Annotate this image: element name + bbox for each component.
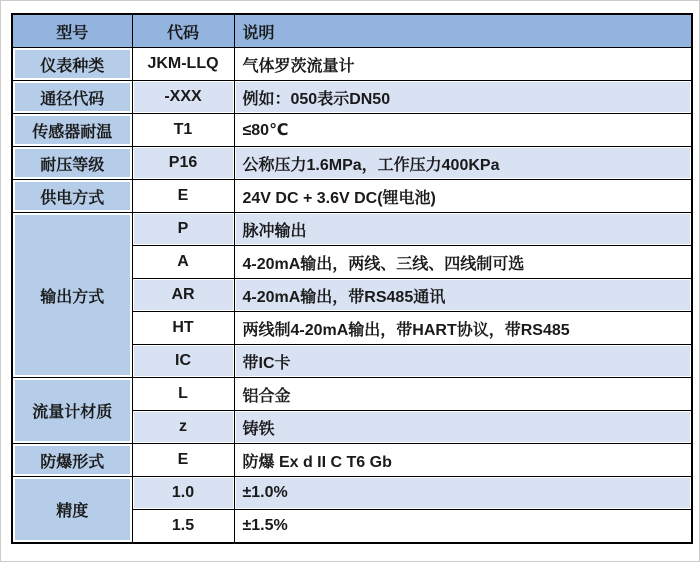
code-cell: P	[132, 213, 234, 246]
row-label-cell: 输出方式	[12, 213, 132, 378]
row-label-cell: 精度	[12, 477, 132, 544]
table-row	[12, 378, 692, 411]
row-label-cell: 仪表种类	[12, 48, 132, 81]
table-row	[12, 477, 692, 510]
code-cell: T1	[132, 114, 234, 147]
code-cell: E	[132, 444, 234, 477]
description-cell: 4-20mA输出，两线、三线、四线制可选	[234, 246, 692, 279]
header-row	[12, 14, 692, 48]
code-cell: 1.0	[132, 477, 234, 510]
table-row	[12, 114, 692, 147]
description-cell: 铸铁	[234, 411, 692, 444]
code-cell: E	[132, 180, 234, 213]
table-row	[12, 180, 692, 213]
description-cell: 两线制4-20mA输出，带HART协议，带RS485	[234, 312, 692, 345]
code-cell: P16	[132, 147, 234, 180]
table-row	[12, 213, 692, 246]
description-cell: 脉冲输出	[234, 213, 692, 246]
code-cell: -XXX	[132, 81, 234, 114]
table-row	[12, 147, 692, 180]
spec-table-body	[12, 48, 692, 544]
description-cell: 24V DC + 3.6V DC(锂电池)	[234, 180, 692, 213]
table-row	[12, 48, 692, 81]
row-label-cell: 供电方式	[12, 180, 132, 213]
code-cell: A	[132, 246, 234, 279]
description-cell: 例如：050表示DN50	[234, 81, 692, 114]
table-row	[12, 444, 692, 477]
row-label-cell: 通径代码	[12, 81, 132, 114]
code-cell: JKM-LLQ	[132, 48, 234, 81]
description-cell: 铝合金	[234, 378, 692, 411]
code-cell: 1.5	[132, 510, 234, 544]
description-cell: ±1.0%	[234, 477, 692, 510]
code-cell: z	[132, 411, 234, 444]
row-label-cell: 防爆形式	[12, 444, 132, 477]
description-cell: 防爆 Ex d II C T6 Gb	[234, 444, 692, 477]
header-description: 说明	[234, 14, 692, 48]
spec-table	[11, 13, 693, 544]
code-cell: L	[132, 378, 234, 411]
row-label-cell: 耐压等级	[12, 147, 132, 180]
code-cell: AR	[132, 279, 234, 312]
spec-table-header	[12, 14, 692, 48]
description-cell: 带IC卡	[234, 345, 692, 378]
code-cell: IC	[132, 345, 234, 378]
description-cell: 气体罗茨流量计	[234, 48, 692, 81]
description-cell: ±1.5%	[234, 510, 692, 544]
table-row	[12, 81, 692, 114]
row-label-cell: 流量计材质	[12, 378, 132, 444]
code-cell: HT	[132, 312, 234, 345]
row-label-cell: 传感器耐温	[12, 114, 132, 147]
header-model: 型号	[12, 14, 132, 48]
description-cell: 4-20mA输出，带RS485通讯	[234, 279, 692, 312]
description-cell: 公称压力1.6MPa，工作压力400KPa	[234, 147, 692, 180]
description-cell: ≤80℃	[234, 114, 692, 147]
header-code: 代码	[132, 14, 234, 48]
